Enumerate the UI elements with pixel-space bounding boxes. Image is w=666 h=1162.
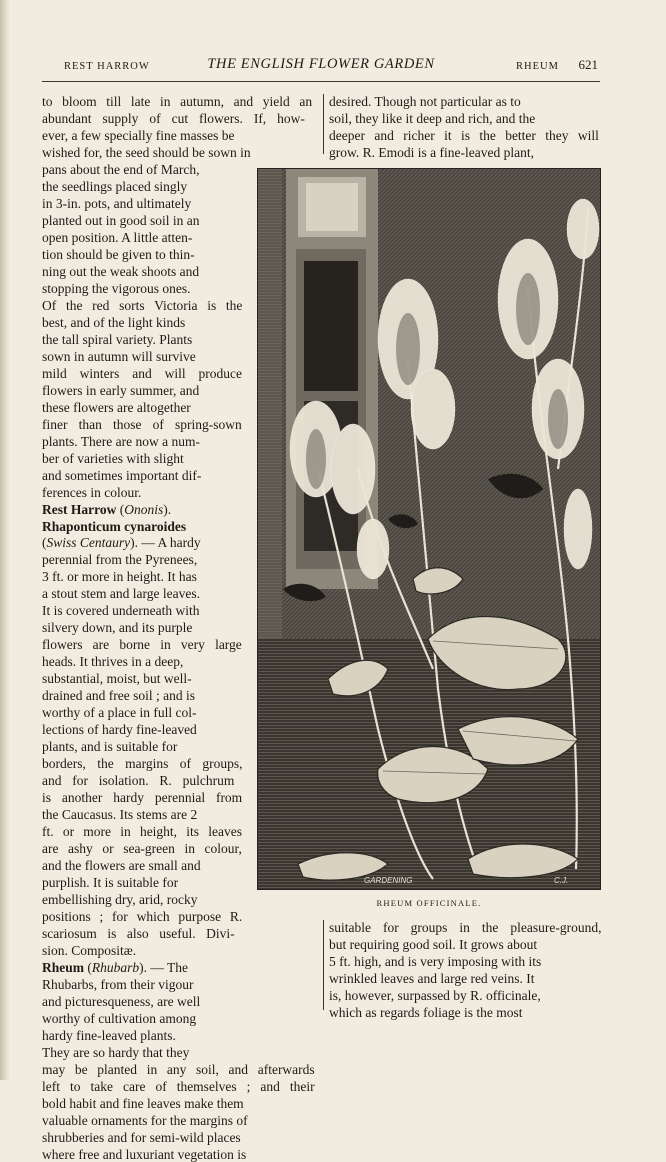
text-line: wrinkled leaves and large red veins. It (329, 970, 535, 986)
text-line: silvery down, and its purple (42, 620, 193, 636)
text-line: tion should be given to thin- (42, 246, 195, 262)
engraver-signature: GARDENING (364, 876, 413, 885)
text-line: to bloom till late in autumn, and yield an (42, 94, 313, 109)
text-line: heads. It thrives in a deep, (42, 654, 184, 670)
text-line: grow. R. Emodi is a fine-leaved plant, (329, 144, 534, 160)
text-line: best, and of the light kinds (42, 314, 186, 330)
text-line: is another hardy perennial from (42, 790, 243, 806)
text-line: valuable ornaments for the margins of (42, 1112, 248, 1128)
text-line: these flowers are altogether (42, 399, 191, 415)
text-line: Rhaponticum cynaroides (42, 518, 187, 534)
text-line: mild winters and will produce (42, 365, 242, 381)
column-rule-top (323, 94, 324, 154)
text-line: borders, the margins of groups, (42, 756, 243, 772)
header-right-section: RHEUM (516, 61, 559, 72)
text-line: is, however, surpassed by R. officinale, (329, 987, 541, 1003)
text-line: and sometimes important dif- (42, 467, 202, 483)
text-line: soil, they like it deep and rich, and the (329, 110, 536, 126)
text-line: and for isolation. R. pulchrum (42, 773, 235, 789)
text-line: left to take care of themselves ; and their (42, 1078, 315, 1094)
text-line: which as regards foliage is the most (329, 1004, 523, 1020)
text-line: substantial, moist, but well- (42, 671, 192, 687)
text-line: Of the red sorts Victoria is the (42, 297, 243, 313)
text-line: may be planted in any soil, and afterwards (42, 1061, 315, 1077)
text-line: shrubberies and for semi-wild places (42, 1129, 241, 1145)
text-line: lections of hardy fine-leaved (42, 722, 197, 738)
text-line: finer than those of spring-sown (42, 416, 242, 432)
text-line: Rhubarbs, from their vigour (42, 976, 194, 992)
text-line: wished for, the seed should be sown in (42, 144, 251, 160)
text-line: embellishing dry, arid, rocky (42, 892, 198, 908)
page-binding-shadow (0, 0, 10, 1080)
engraver-initials: C.J. (554, 876, 569, 885)
text-line: suitable for groups in the pleasure-ground, (329, 920, 602, 935)
text-line: 3 ft. or more in height. It has (42, 569, 197, 585)
text-line: and picturesqueness, are well (42, 993, 201, 1009)
text-line: plants. There are now a num- (42, 433, 200, 449)
running-header (42, 54, 600, 78)
text-line: ferences in colour. (42, 484, 142, 500)
rheum-officinale-engraving (257, 168, 601, 890)
header-rule (42, 81, 600, 82)
text-line: worthy of a place in full col- (42, 705, 197, 721)
text-line: drained and free soil ; and is (42, 688, 195, 704)
text-line: It is covered underneath with (42, 603, 200, 619)
text-line: the Caucasus. Its stems are 2 (42, 807, 198, 823)
text-line: abundant supply of cut flowers. If, how- (42, 110, 305, 126)
text-line: positions ; for which purpose R. (42, 909, 243, 925)
text-line: where free and luxuriant vegetation is (42, 1146, 247, 1162)
text-line: deeper and richer it is the better they will (329, 127, 599, 143)
text-line: Rheum (Rhubarb). — The (42, 959, 189, 975)
text-line: perennial from the Pyrenees, (42, 552, 198, 568)
text-line: planted out in good soil in an (42, 212, 200, 228)
header-left-section: REST HARROW (64, 61, 150, 72)
text-line: scariosum is also useful. Divi- (42, 926, 235, 942)
text-line: and the flowers are small and (42, 858, 201, 874)
text-line: pans about the end of March, (42, 161, 200, 177)
text-line: ber of varieties with slight (42, 450, 184, 466)
text-line: desired. Though not particular as to (329, 94, 521, 109)
text-line: purplish. It is suitable for (42, 875, 179, 891)
text-line: the seedlings placed singly (42, 178, 188, 194)
text-line: sown in autumn will survive (42, 348, 196, 364)
text-line: Rest Harrow (Ononis). (42, 501, 172, 517)
text-line: but requiring good soil. It grows about (329, 936, 538, 952)
text-line: flowers are borne in very large (42, 637, 242, 653)
text-line: ft. or more in height, its leaves (42, 824, 242, 840)
engraving-illustration (258, 169, 600, 889)
text-line: in 3-in. pots, and ultimately (42, 195, 192, 211)
figure-caption: RHEUM OFFICINALE. (376, 898, 482, 908)
text-line: They are so hardy that they (42, 1044, 190, 1060)
text-line: 5 ft. high, and is very imposing with its (329, 953, 542, 969)
text-line: (Swiss Centaury). — A hardy (42, 535, 201, 551)
text-line: a stout stem and large leaves. (42, 586, 200, 602)
text-line: stopping the vigorous ones. (42, 280, 191, 296)
column-rule-bottom (323, 920, 324, 1010)
text-line: plants, and is suitable for (42, 739, 178, 755)
text-line: the tall spiral variety. Plants (42, 331, 193, 347)
text-line: ever, a few specially fine masses be (42, 127, 235, 143)
text-line: worthy of cultivation among (42, 1010, 197, 1026)
text-line: are ashy or sea-green in colour, (42, 841, 242, 857)
text-line: ning out the weak shoots and (42, 263, 200, 279)
header-book-title: THE ENGLISH FLOWER GARDEN (207, 56, 435, 72)
text-line: bold habit and fine leaves make them (42, 1095, 244, 1111)
text-line: hardy fine-leaved plants. (42, 1027, 176, 1043)
text-line: flowers in early summer, and (42, 382, 200, 398)
text-line: sion. Compositæ. (42, 943, 137, 958)
text-line: open position. A little atten- (42, 229, 193, 245)
page-number: 621 (578, 57, 598, 72)
